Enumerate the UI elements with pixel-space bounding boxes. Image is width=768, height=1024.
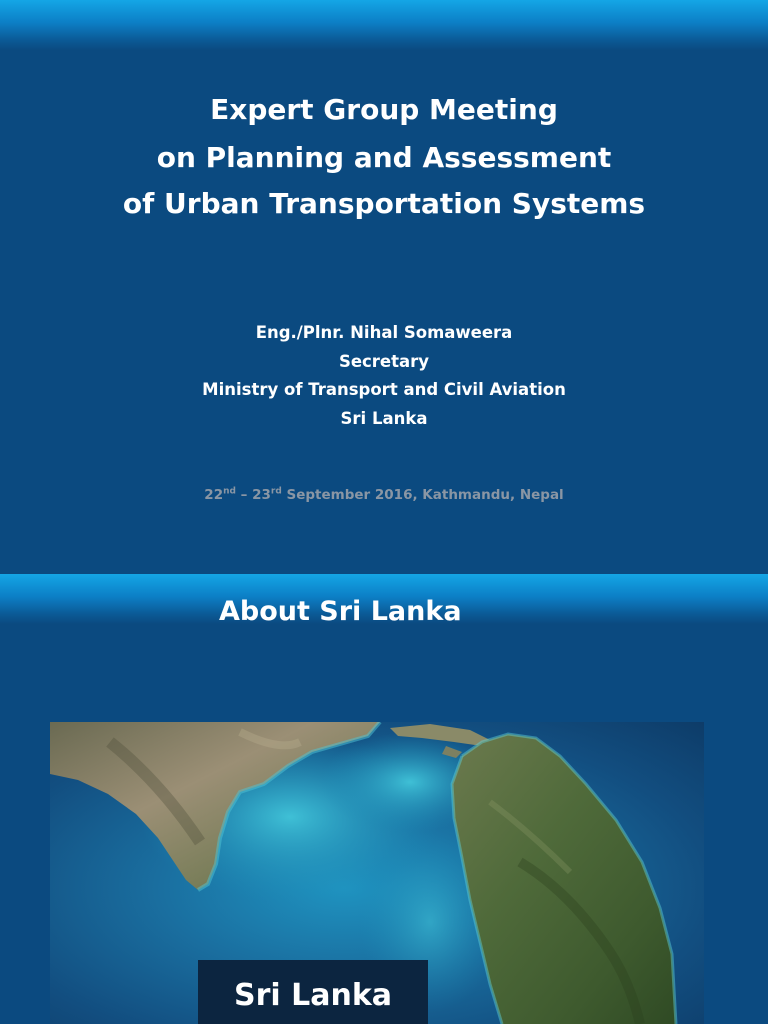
map-caption-box (198, 960, 428, 1024)
presenter-title: Secretary (338, 352, 430, 371)
date-day1-suffix: nd (223, 486, 236, 497)
presenter-country: Sri Lanka (340, 409, 428, 428)
map-caption: Sri Lanka (233, 978, 393, 1013)
slide-heading: About Sri Lanka (219, 596, 462, 627)
date-day1: 22 (204, 487, 224, 503)
date-rest: September 2016, Kathmandu, Nepal (281, 487, 564, 503)
presenter-name: Eng./Plnr. Nihal Somaweera (255, 323, 513, 342)
date-day2-suffix: rd (270, 486, 282, 497)
about-slide (0, 574, 768, 1024)
slide-title-line-1: Expert Group Meeting (210, 93, 558, 126)
date-day2: 23 (252, 487, 271, 503)
slide-title-line-3: of Urban Transportation Systems (122, 187, 646, 220)
event-date-location (0, 487, 768, 503)
slide-header-band (0, 0, 768, 50)
slide-title-line-2: on Planning and Assessment (156, 141, 612, 174)
date-separator: – (235, 487, 253, 503)
presenter-organization: Ministry of Transport and Civil Aviation (202, 380, 566, 399)
